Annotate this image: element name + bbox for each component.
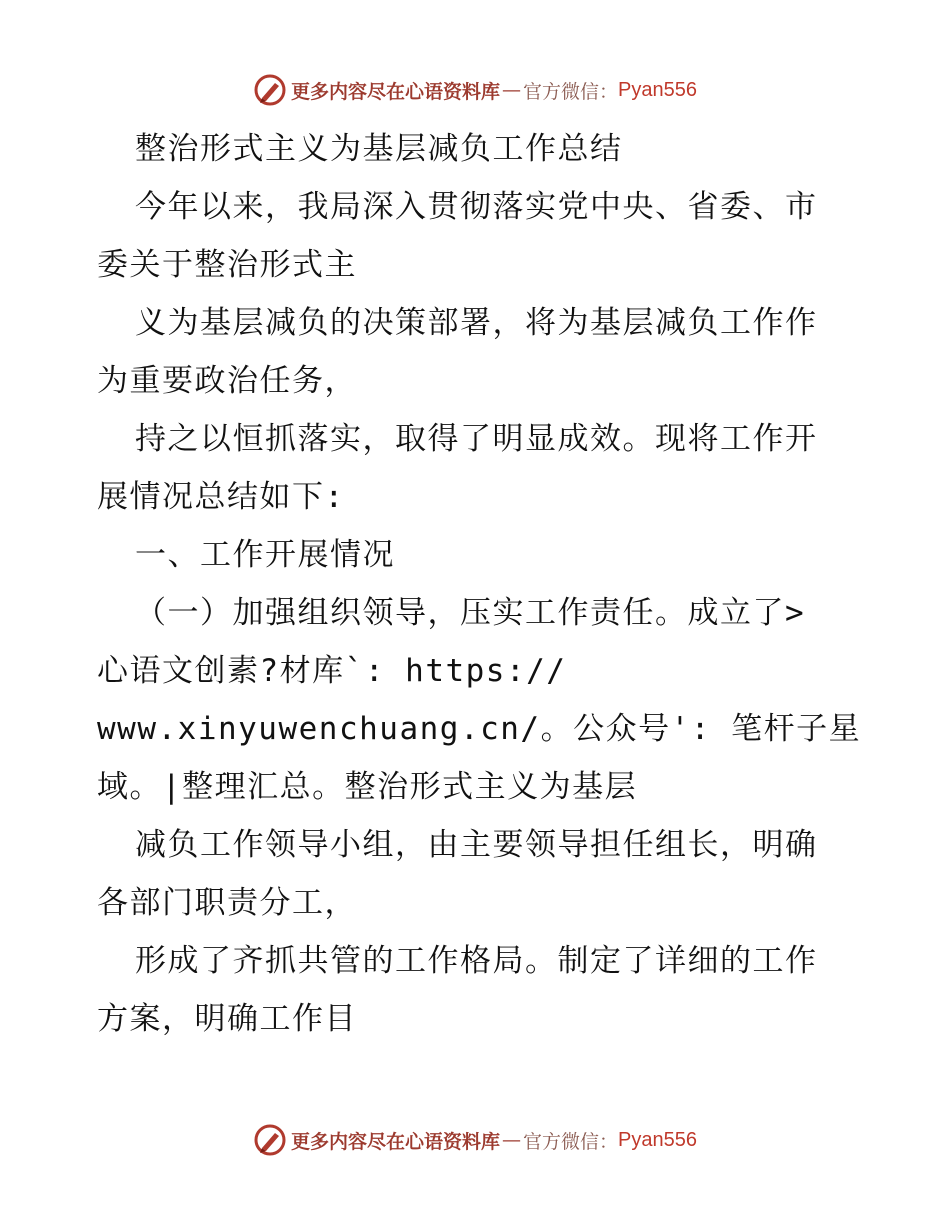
text-line: 心语文创素?材库`: https:// — [97, 653, 567, 689]
text-line: 今年以来，我局深入贯彻落实党中央、省委、市 — [135, 189, 818, 225]
text-line: 委关于整治形式主 — [97, 247, 357, 283]
text-line: www.xinyuwenchuang.cn/。公众号': 笔杆子星 — [97, 711, 862, 747]
document-body — [97, 120, 862, 1048]
pen-logo-icon — [253, 1123, 287, 1157]
text-line: 形成了齐抓共管的工作格局。制定了详细的工作 — [135, 943, 818, 979]
text-line: （一）加强组织领导，压实工作责任。成立了> — [135, 595, 806, 631]
text-line: 为重要政治任务， — [97, 363, 357, 399]
banner-official-label: 官方微信： — [523, 1130, 619, 1153]
section-heading: 一、工作开展情况 — [135, 537, 395, 573]
footer-watermark-banner — [0, 1120, 950, 1160]
pen-logo-icon — [253, 73, 287, 107]
banner-main-text: 更多内容尽在心语资料库 — [291, 80, 501, 103]
header-watermark-banner — [0, 70, 950, 110]
text-line: 持之以恒抓落实，取得了明显成效。现将工作开 — [135, 421, 818, 457]
banner-separator: — — [502, 79, 522, 101]
text-line: 域。|整理汇总。整治形式主义为基层 — [97, 769, 638, 805]
banner-separator: — — [502, 1129, 522, 1151]
text-line: 义为基层减负的决策部署，将为基层减负工作作 — [135, 305, 818, 341]
banner-wechat-id: Pyan556 — [618, 1128, 697, 1151]
document-title: 整治形式主义为基层减负工作总结 — [135, 131, 623, 167]
text-line: 方案，明确工作目 — [97, 1001, 357, 1037]
banner-main-text: 更多内容尽在心语资料库 — [291, 1130, 501, 1153]
banner-official-label: 官方微信： — [523, 80, 619, 103]
text-line: 展情况总结如下: — [97, 479, 345, 515]
text-line: 减负工作领导小组，由主要领导担任组长，明确 — [135, 827, 818, 863]
banner-wechat-id: Pyan556 — [618, 78, 697, 101]
text-line: 各部门职责分工， — [97, 885, 357, 921]
